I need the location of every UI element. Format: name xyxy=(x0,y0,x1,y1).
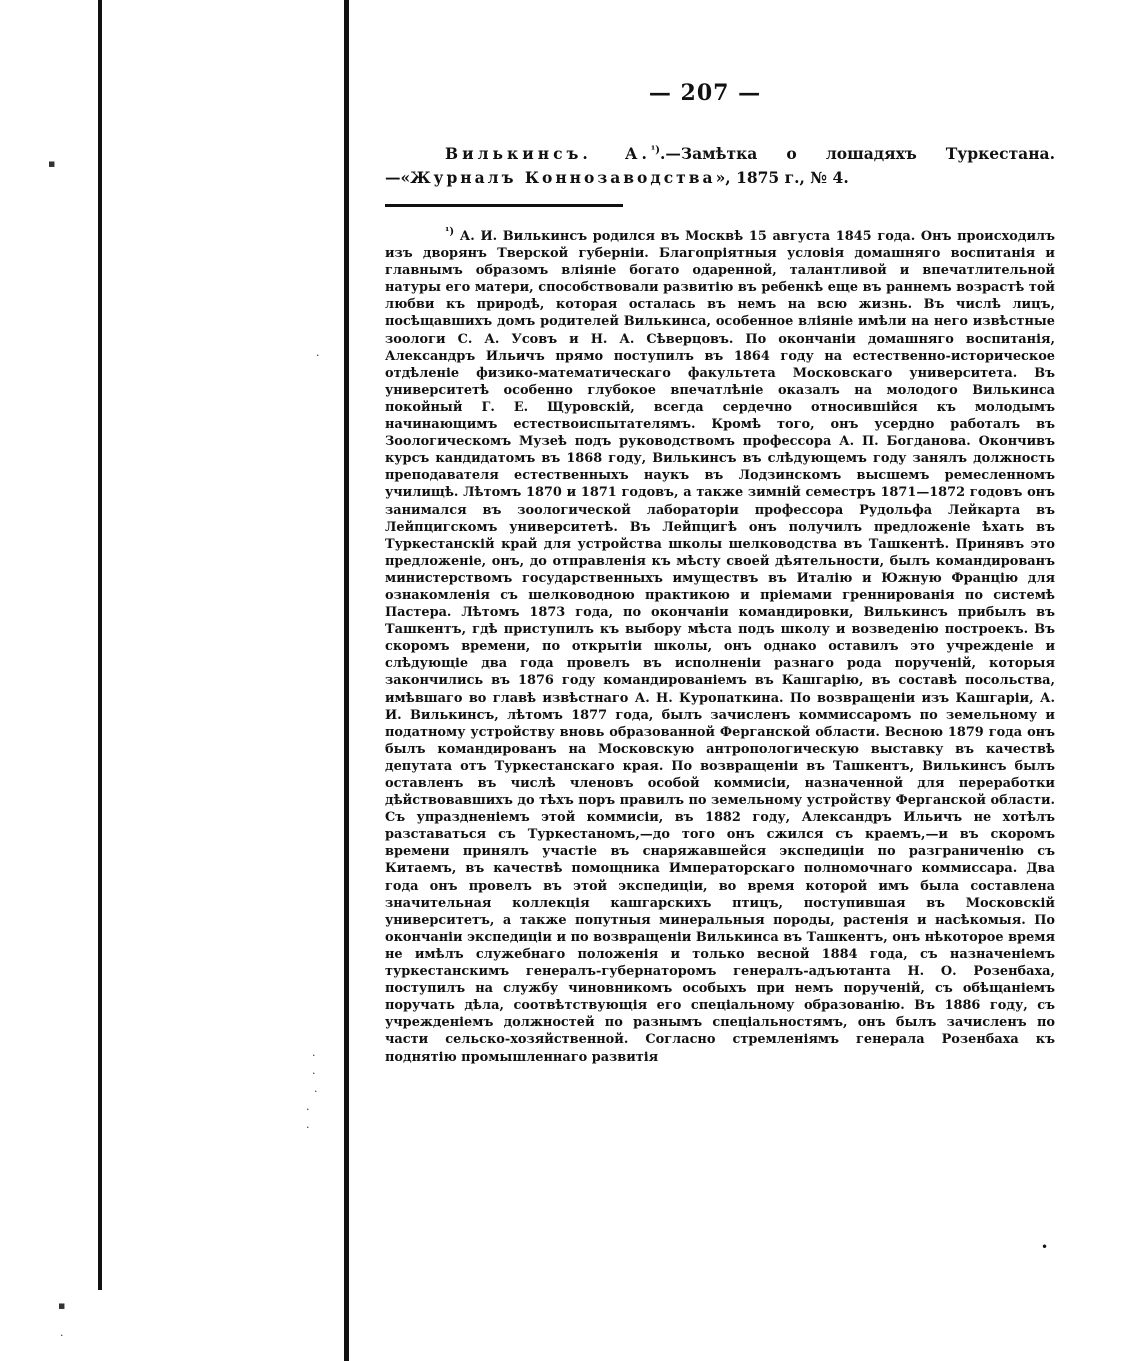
entry-title: .—Замѣтка о лошадяхъ Туркестана.—« xyxy=(385,144,1055,187)
margin-speck: · xyxy=(60,1329,64,1342)
footnote-ref: ¹) xyxy=(650,144,661,156)
margin-speck: · xyxy=(314,1085,318,1098)
page-dot: • xyxy=(1041,1240,1049,1254)
footnote xyxy=(385,228,1055,1066)
bibliography-entry xyxy=(385,142,1055,190)
left-margin xyxy=(0,0,340,1361)
entry-citation: », 1875 г., № 4. xyxy=(715,168,849,187)
margin-speck: · xyxy=(316,349,320,362)
page xyxy=(355,0,1055,1361)
entry-journal: Журналъ Коннозаводства xyxy=(410,168,716,187)
page-number: — 207 — xyxy=(648,80,762,106)
footnote-marker: ¹) xyxy=(445,226,455,238)
binding-rule xyxy=(344,0,349,1361)
margin-speck: · xyxy=(312,1049,316,1062)
margin-speck: ▪ xyxy=(48,157,56,170)
margin-speck: · xyxy=(306,1121,310,1134)
footnote-text: А. И. Вилькинсъ родился въ Москвѣ 15 августа 1845 года. Онъ происходилъ изъ дворянъ Тверской губерніи. Благопріятныя условія домашняго воспитанія и главнымъ образомъ вліяніе богато одаренной, талантливой и впечатлительной натуры его матери, способствовали развитію въ ребенкѣ еще въ раннемъ возрастѣ той любви къ природѣ, которая осталась въ немъ на всю жизнь. Въ числѣ лицъ, посѣщавшихъ домъ родителей Вилькинса, особенное вліяніе имѣли на него извѣстные зоологи С. А. Усовъ и Н. А. Сѣверцовъ. По окончаніи домашняго воспитанія, Александръ Ильичъ прямо поступилъ въ 1864 году на естественно-историческое отдѣленіе физико-математическаго факультета Московскаго университета. Въ университетѣ особенно глубокое впечатлѣніе оказалъ на молодого Вилькинса покойный Г. Е. Щуровскій, всегда сердечно относившійся къ молодымъ начинающимъ естествоиспытателямъ. Кромѣ того, онъ усердно работалъ въ Зоологическомъ Музеѣ подъ руководствомъ профессора А. П. Богданова. Окончивъ курсъ кандидатомъ въ 1868 году, Вилькинсъ въ слѣдующемъ году занялъ должность преподавателя естественныхъ наукъ въ Лодзинскомъ высшемъ ремесленномъ училищѣ. Лѣтомъ 1870 и 1871 годовъ, а также зимній семестръ 1871—1872 годовъ онъ занимался въ зоологической лабораторіи профессора Рудольфа Лейкарта въ Лейпцигскомъ университетѣ. Въ Лейпцигѣ онъ получилъ предложеніе ѣхать въ Туркестанскій край для устройства школы шелководства въ Ташкентѣ. Принявъ это предложеніе, онъ, до отправленія къ мѣсту своей дѣятельности, былъ командированъ министерствомъ государственныхъ имуществъ въ Италію и Южную Францію для ознакомленія съ шелководною практикою и пріемами греннированія по системѣ Пастера. Лѣтомъ 1873 года, по окончаніи командировки, Вилькинсъ прибылъ въ Ташкентъ, гдѣ приступилъ къ выбору мѣста подъ школу и возведенію построекъ. Въ скоромъ времени, по открытіи школы, онъ однако оставилъ это учрежденіе и слѣдующіе два года провелъ въ исполненіи разнаго рода порученій, которыя закончились въ 1876 году командированіемъ въ Кашгарію, въ составѣ посольства, имѣвшаго во главѣ извѣстнаго А. Н. Куропаткина. По возвращеніи изъ Кашгаріи, А. И. Вилькинсъ, лѣтомъ 1877 года, былъ зачисленъ коммиссаромъ по земельному и податному устройству вновь образованной Ферганской области. Весною 1879 года онъ былъ командированъ на Московскую антропологическую выставку въ качествѣ депутата отъ Туркестанскаго края. По возвращеніи въ Ташкентъ, Вилькинсъ былъ оставленъ въ числѣ членовъ особой коммисіи, назначенной для переработки дѣйствовавшихъ до тѣхъ поръ правилъ по земельному устройству Ферганской области. Съ упраздненіемъ этой коммисіи, въ 1882 году, Александръ Ильичъ не хотѣлъ разставаться съ Туркестаномъ,—до того онъ сжился съ краемъ,—и въ скоромъ времени принялъ участіе въ снаряжавшейся экспедиціи по разграниченію съ Китаемъ, въ качествѣ помощника Императорскаго полномочнаго коммиссара. Два года онъ провелъ въ этой экспедиціи, во время которой имъ была составлена значительная коллекція кашгарскихъ птицъ, поступившая въ Московскій университетъ, а также попутныя минеральныя породы, растенія и насѣкомыя. По окончаніи экспедиціи и по возвращеніи Вилькинса въ Ташкентъ, онъ нѣкоторое время не имѣлъ служебнаго положенія и только весной 1884 года, съ назначеніемъ туркестанскимъ генералъ-губернаторомъ генералъ-адъютанта Н. О. Розенбаха, поступилъ на службу чиновникомъ особыхъ при немъ порученій, съ обѣщаніемъ поручать дѣла, соотвѣтствующія его спеціальному образованію. Въ 1886 году, съ учрежденіемъ должностей по разнымъ спеціальностямъ, онъ былъ зачисленъ по части сельско-хозяйственной. Согласно стремленіямъ генерала Розенбаха къ поднятію промышленнаго развитія xyxy=(385,229,1055,1065)
footnote-divider xyxy=(385,204,623,207)
entry-author: Вилькинсъ. А. xyxy=(445,144,651,163)
margin-speck: · xyxy=(306,1103,310,1116)
margin-speck: ▪ xyxy=(58,1299,66,1312)
margin-speck: · xyxy=(312,1067,316,1080)
margin-rule-outer xyxy=(98,0,102,1290)
